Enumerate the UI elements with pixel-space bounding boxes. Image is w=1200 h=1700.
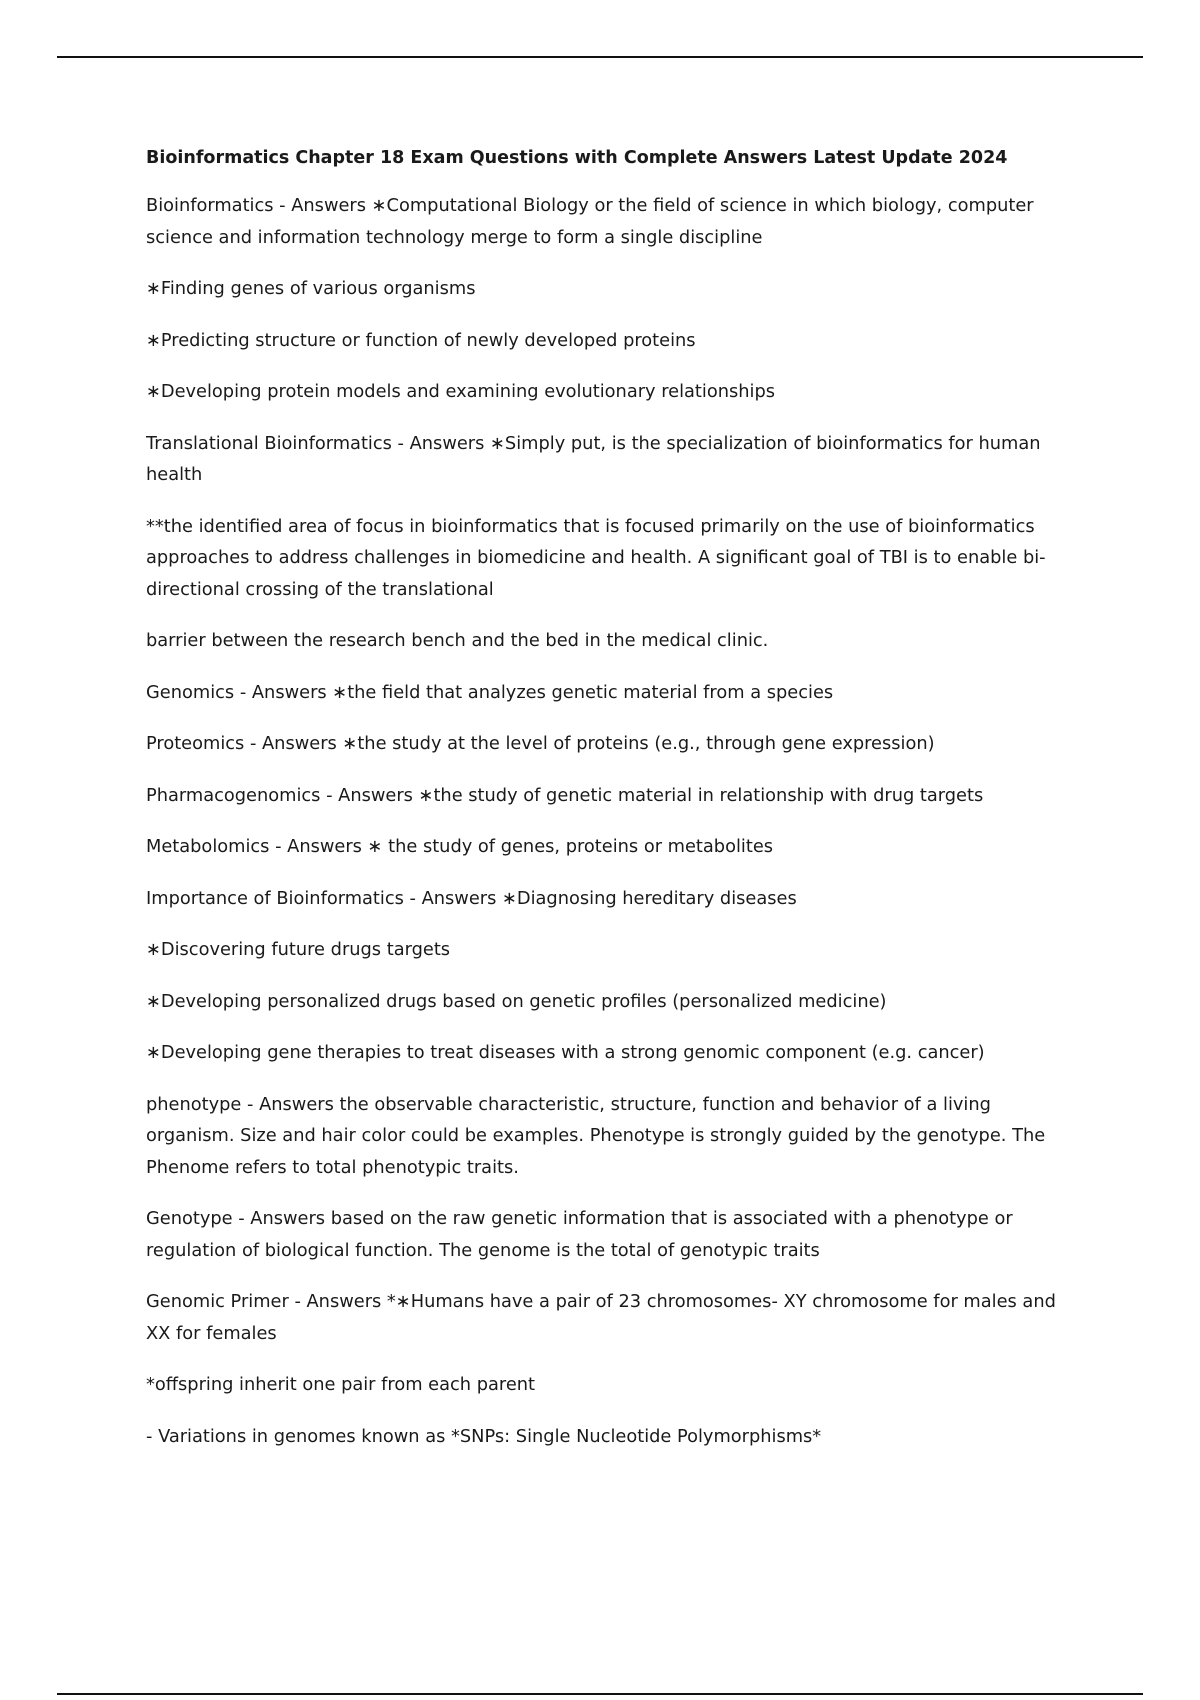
paragraph-bioinformatics-definition: Bioinformatics - Answers ∗Computational Biology or the field of science in which biology, computer science and information technology merge to form a single discipline [146, 195, 1034, 248]
paragraph-genotype: Genotype - Answers based on the raw genetic information that is associated with a phenotype or regulation of biological function. The genome is the total of genotypic traits [146, 1208, 1013, 1261]
paragraph-phenotype: phenotype - Answers the observable characteristic, structure, function and behavior of a living organism. Size and hair color could be examples. Phenotype is strongly guided by the genotype. The Phenome refers to total phenotypic traits. [146, 1093, 1046, 1178]
paragraph-predicting-structure: ∗Predicting structure or function of newly developed proteins [146, 329, 696, 351]
header-rule [57, 56, 1143, 58]
paragraph-translational-bioinformatics: Translational Bioinformatics - Answers ∗Simply put, is the specialization of bioinformatics for human health [146, 432, 1041, 485]
paragraph-translational-barrier: barrier between the research bench and the bed in the medical clinic. [146, 630, 769, 651]
footer-rule [57, 1693, 1143, 1695]
paragraph-personalized-drugs: ∗Developing personalized drugs based on genetic profiles (personalized medicine) [146, 990, 887, 1012]
document-body [146, 146, 1074, 1452]
paragraph-metabolomics: Metabolomics - Answers ∗ the study of genes, proteins or metabolites [146, 836, 774, 857]
document-title: Bioinformatics Chapter 18 Exam Questions with Complete Answers Latest Update 2024 [146, 148, 1008, 168]
paragraph-tbi-focus: **the identified area of focus in bioinformatics that is focused primarily on the use of bioinformatics approaches to address challenges in biomedicine and health. A significant goal of TBI is to enable bi-directional crossing of the translational [146, 515, 1046, 600]
paragraph-list [146, 190, 1074, 1452]
paragraph-snps: - Variations in genomes known as *SNPs: Single Nucleotide Polymorphisms* [146, 1425, 822, 1447]
paragraph-genomics: Genomics - Answers ∗the field that analyzes genetic material from a species [146, 681, 834, 703]
paragraph-genomic-primer: Genomic Primer - Answers *∗Humans have a pair of 23 chromosomes- XY chromosome for males and XX for females [146, 1291, 1056, 1344]
paragraph-gene-therapies: ∗Developing gene therapies to treat diseases with a strong genomic component (e.g. cancer) [146, 1042, 985, 1063]
paragraph-offspring: *offspring inherit one pair from each parent [146, 1374, 535, 1395]
paragraph-protein-models: ∗Developing protein models and examining evolutionary relationships [146, 381, 775, 402]
paragraph-drug-targets: ∗Discovering future drugs targets [146, 939, 451, 960]
paragraph-importance: Importance of Bioinformatics - Answers ∗Diagnosing hereditary diseases [146, 887, 797, 909]
paragraph-finding-genes: ∗Finding genes of various organisms [146, 278, 476, 299]
paragraph-proteomics: Proteomics - Answers ∗the study at the level of proteins (e.g., through gene expression) [146, 733, 935, 754]
paragraph-pharmacogenomics: Pharmacogenomics - Answers ∗the study of genetic material in relationship with drug targets [146, 784, 984, 806]
